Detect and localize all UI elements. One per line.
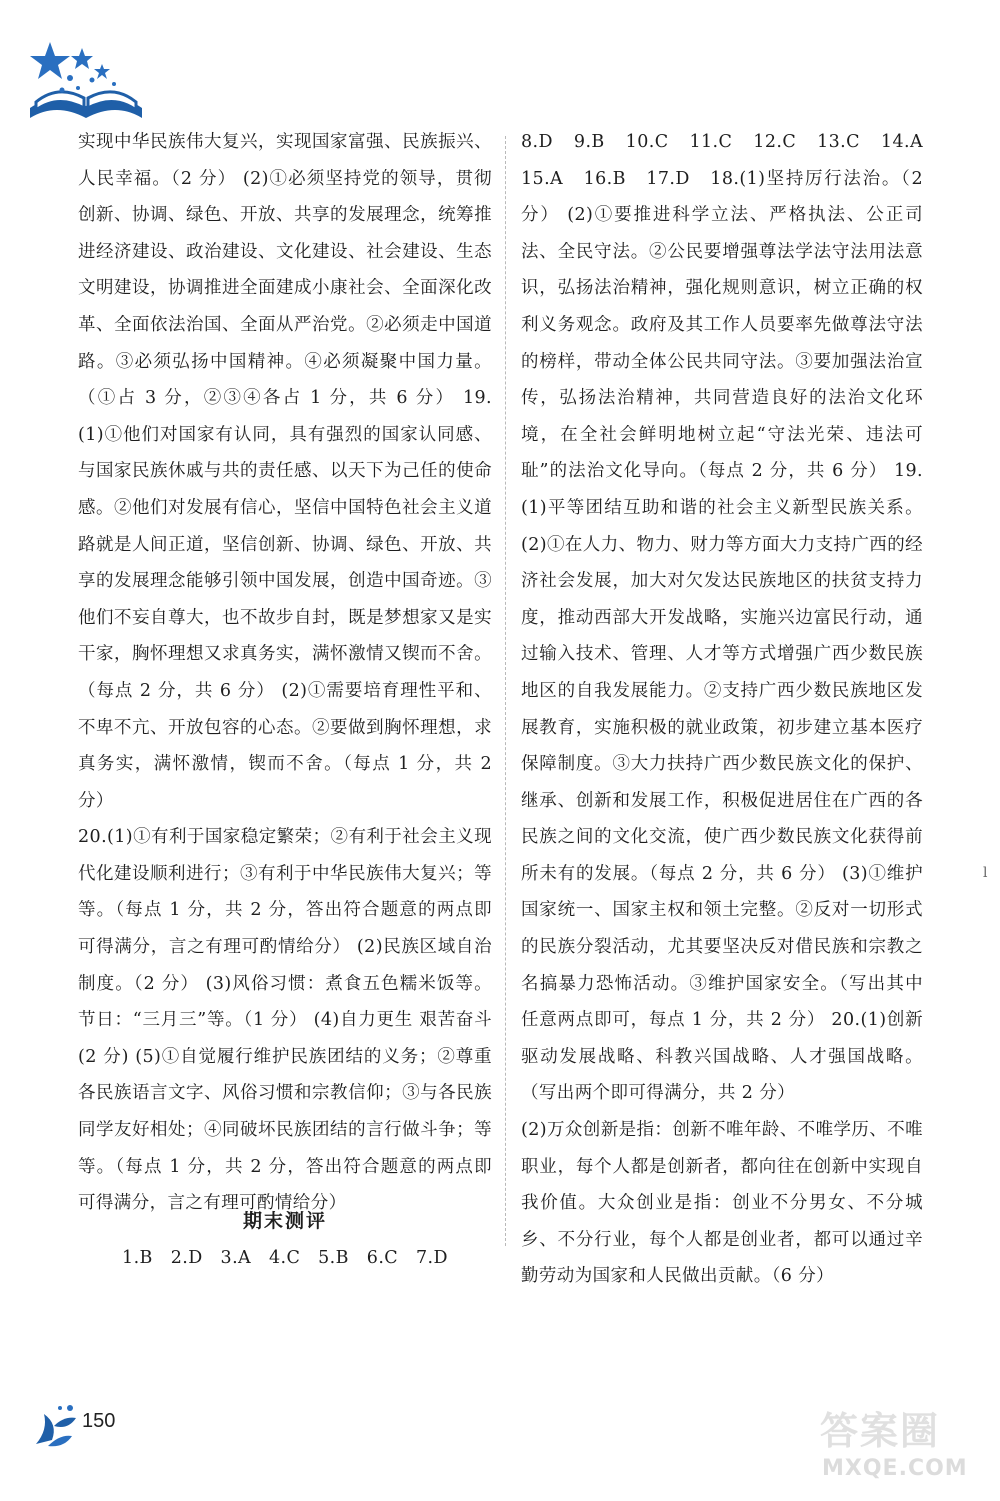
section-title: 期末测评 xyxy=(242,1210,327,1232)
right-column xyxy=(521,124,941,1295)
page-number: 150 xyxy=(82,1410,116,1432)
final-exam-answers: 1.B 2.D 3.A 4.C 5.B 6.C 7.D xyxy=(122,1248,448,1268)
left-answers-part-1: 实现中华民族伟大复兴，实现国家富强、民族振兴、人民幸福。（2 分） (2)①必须坚持党的领导，贯彻创新、协调、绿色、开放、共享的发展理念，统筹推进经济建设、政治建设、文化建设、社会建设、生态文明建设，协调推进全面建成小康社会、全面深化改革、全面依法治国、全面从严治党。②必须走中国道路。③必须弘扬中国精神。④必须凝聚中国力量。（①占 3 分，②③④各占 1 分，共 6 分） 19.(1)①他们对国家有认同，具有强烈的国家认同感、与国家民族休戚与共的责任感、以天下为己任的使命感。②他们对发展有信心，坚信中国特色社会主义道路就是人间正道，坚信创新、协调、绿色、开放、共享的发展理念能够引领中国发展，创造中国奇迹。③他们不妄自尊大，也不故步自封，既是梦想家又是实干家，胸怀理想又求真务实，满怀激情又锲而不舍。（每点 2 分，共 6 分） (2)①需要培育理性平和、不卑不亢、开放包容的心态。②要做到胸怀理想，求真务实，满怀激情，锲而不舍。（每点 1 分，共 2 分） xyxy=(78,132,492,811)
right-answers-part-2: (2)万众创新是指：创新不唯年龄、不唯学历、不唯职业，每个人都是创新者，都向往在创新中实现自我价值。大众创业是指：创业不分男女、不分城乡、不分行业，每个人都是创业者，都可以通过辛勤劳动为国家和人民做出贡献。（6 分） xyxy=(521,1120,923,1287)
sprout-leaf-icon xyxy=(30,1400,82,1452)
book-stars-logo-icon xyxy=(22,38,150,134)
watermark-url: MXQE.COM xyxy=(822,1456,968,1481)
right-answers-part-1: 8.D 9.B 10.C 11.C 12.C 13.C 14.A 15.A 16.B 17.D 18.(1)坚持厉行法治。（2 分） (2)①要推进科学立法、严格执法、公正司法、全民守法。②公民要增强尊法学法守法用法意识，弘扬法治精神，强化规则意识，树立正确的权利义务观念。政府及其工作人员要率先做尊法守法的榜样，带动全体公民共同守法。③要加强法治宣传，弘扬法治精神，共同营造良好的法治文化环境，在全社会鲜明地树立起“守法光荣、违法可耻”的法治文化导向。（每点 2 分，共 6 分） 19.(1)平等团结互助和谐的社会主义新型民族关系。 (2)①在人力、物力、财力等方面大力支持广西的经济社会发展，加大对欠发达民族地区的扶贫支持力度，推动西部大开发战略，实施兴边富民行动，通过输入技术、管理、人才等方式增强广西少数民族地区的自我发展能力。②支持广西少数民族地区发展教育，实施积极的就业政策，初步建立基本医疗保障制度。③大力扶持广西少数民族文化的保护、继承、创新和发展工作，积极促进居住在广西的各民族之间的文化交流，使广西少数民族文化获得前所未有的发展。（每点 2 分，共 6 分） (3)①维护国家统一、国家主权和领土完整。②反对一切形式的民族分裂活动，尤其要坚决反对借民族和宗教之名搞暴力恐怖活动。③维护国家安全。（写出其中任意两点即可，每点 1 分，共 2 分） 20.(1)创新驱动发展战略、科教兴国战略、人才强国战略。（写出两个即可得满分，共 2 分） xyxy=(521,132,941,1104)
watermark: 答案圈 xyxy=(820,1409,941,1453)
left-column xyxy=(78,124,492,1222)
column-divider xyxy=(505,136,506,1246)
left-answers-part-2: 20.(1)①有利于国家稳定繁荣；②有利于社会主义现代化建设顺利进行；③有利于中华民族伟大复兴；等等。（每点 1 分，共 2 分，答出符合题意的两点即可得满分，言之有理可酌情给分） (2)民族区域自治制度。（2 分） (3)风俗习惯：煮食五色糯米饭等。节日：“三月三”等。（1 分） (4)自力更生 艰苦奋斗(2 分) (5)①自觉履行维护民族团结的义务；②尊重各民族语言文字、风俗习惯和宗教信仰；③与各民族同学友好相处；④同破坏民族团结的言行做斗争；等等。（每点 1 分，共 2 分，答出符合题意的两点即可得满分，言之有理可酌情给分） xyxy=(78,827,492,1214)
edge-mark: l xyxy=(983,865,988,881)
